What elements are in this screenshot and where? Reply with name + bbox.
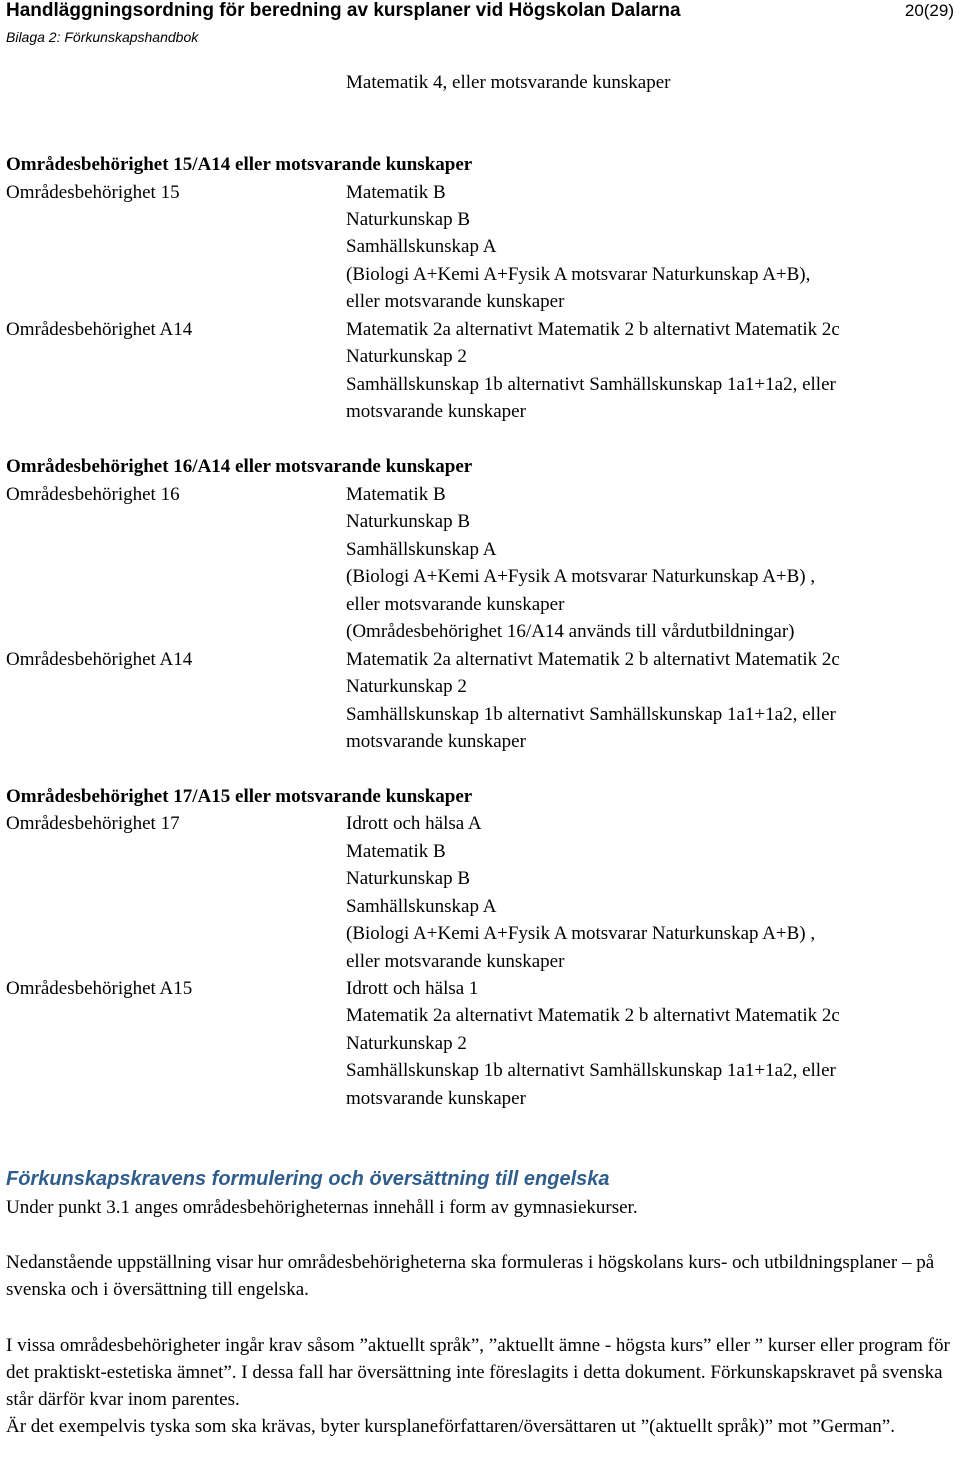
requirement-line: motsvarande kunskaper <box>346 401 526 422</box>
group-label: Områdesbehörighet A14 <box>6 649 193 670</box>
requirement-line: Idrott och hälsa A <box>346 813 482 834</box>
requirement-line: eller motsvarande kunskaper <box>346 291 565 312</box>
paragraph: I vissa områdesbehörigheter ingår krav såsom ”aktuellt språk”, ”aktuellt ämne - högsta kurs” eller ” kurser eller program för det praktiskt-estetiska ämnet”. I dessa fall har översättning inte föreslagits i detta dokument. Förkunskapskravet på svenska står därför kvar inom parentes. <box>6 1335 950 1410</box>
requirement-line: Samhällskunskap 1b alternativt Samhällskunskap 1a1+1a2, eller <box>346 1060 836 1081</box>
requirement-line: Samhällskunskap 1b alternativt Samhällskunskap 1a1+1a2, eller <box>346 374 836 395</box>
requirement-line: motsvarande kunskaper <box>346 1088 526 1109</box>
requirement-line: Matematik 2a alternativt Matematik 2 b alternativt Matematik 2c <box>346 319 840 340</box>
requirement-line: motsvarande kunskaper <box>346 731 526 752</box>
requirement-line: Matematik B <box>346 484 446 505</box>
requirement-line: Matematik 4, eller motsvarande kunskaper <box>346 72 671 93</box>
group-label: Områdesbehörighet 17 <box>6 813 180 834</box>
requirement-line: (Områdesbehörighet 16/A14 används till vårdutbildningar) <box>346 621 795 642</box>
requirement-line: Naturkunskap 2 <box>346 676 467 697</box>
paragraph: Nedanstående uppställning visar hur områdesbehörigheterna ska formuleras i högskolans kurs- och utbildningsplaner – på svenska och i översättning till engelska. <box>6 1252 935 1300</box>
page-number: 20(29) <box>904 1 954 20</box>
paragraph: Är det exempelvis tyska som ska krävas, byter kursplaneförfattaren/översättaren ut ”(aktuellt språk)” mot ”German”. <box>6 1416 895 1437</box>
requirement-line: Naturkunskap B <box>346 209 471 230</box>
requirement-line: Matematik 2a alternativt Matematik 2 b alternativt Matematik 2c <box>346 649 840 670</box>
requirement-line: Naturkunskap 2 <box>346 346 467 367</box>
section-heading: Områdesbehörighet 16/A14 eller motsvarande kunskaper <box>6 456 473 477</box>
section-heading: Områdesbehörighet 15/A14 eller motsvarande kunskaper <box>6 154 473 175</box>
requirement-line: (Biologi A+Kemi A+Fysik A motsvarar Naturkunskap A+B) , <box>346 566 816 587</box>
requirement-line: Samhällskunskap A <box>346 236 497 257</box>
document-title: Handläggningsordning för beredning av kursplaner vid Högskolan Dalarna <box>6 0 681 21</box>
group-label: Områdesbehörighet A14 <box>6 319 193 340</box>
requirement-line: Matematik B <box>346 841 446 862</box>
group-label: Områdesbehörighet 16 <box>6 484 180 505</box>
requirement-line: Samhällskunskap A <box>346 896 497 917</box>
requirement-line: Matematik B <box>346 182 446 203</box>
requirement-line: (Biologi A+Kemi A+Fysik A motsvarar Naturkunskap A+B), <box>346 264 811 285</box>
requirement-line: (Biologi A+Kemi A+Fysik A motsvarar Naturkunskap A+B) , <box>346 923 816 944</box>
requirement-line: eller motsvarande kunskaper <box>346 951 565 972</box>
requirement-line: Samhällskunskap A <box>346 539 497 560</box>
requirement-line: Idrott och hälsa 1 <box>346 978 479 999</box>
requirement-line: Naturkunskap B <box>346 511 471 532</box>
requirement-line: eller motsvarande kunskaper <box>346 594 565 615</box>
paragraph: Under punkt 3.1 anges områdesbehörigheternas innehåll i form av gymnasiekurser. <box>6 1197 638 1218</box>
requirement-line: Matematik 2a alternativt Matematik 2 b alternativt Matematik 2c <box>346 1005 840 1026</box>
section-heading: Områdesbehörighet 17/A15 eller motsvarande kunskaper <box>6 786 473 807</box>
requirement-line: Naturkunskap 2 <box>346 1033 467 1054</box>
requirement-line: Naturkunskap B <box>346 868 471 889</box>
document-subtitle: Bilaga 2: Förkunskapshandbok <box>6 29 199 45</box>
section-title: Förkunskapskravens formulering och översättning till engelska <box>6 1168 610 1190</box>
group-label: Områdesbehörighet A15 <box>6 978 193 999</box>
group-label: Områdesbehörighet 15 <box>6 182 180 203</box>
requirement-line: Samhällskunskap 1b alternativt Samhällskunskap 1a1+1a2, eller <box>346 704 836 725</box>
